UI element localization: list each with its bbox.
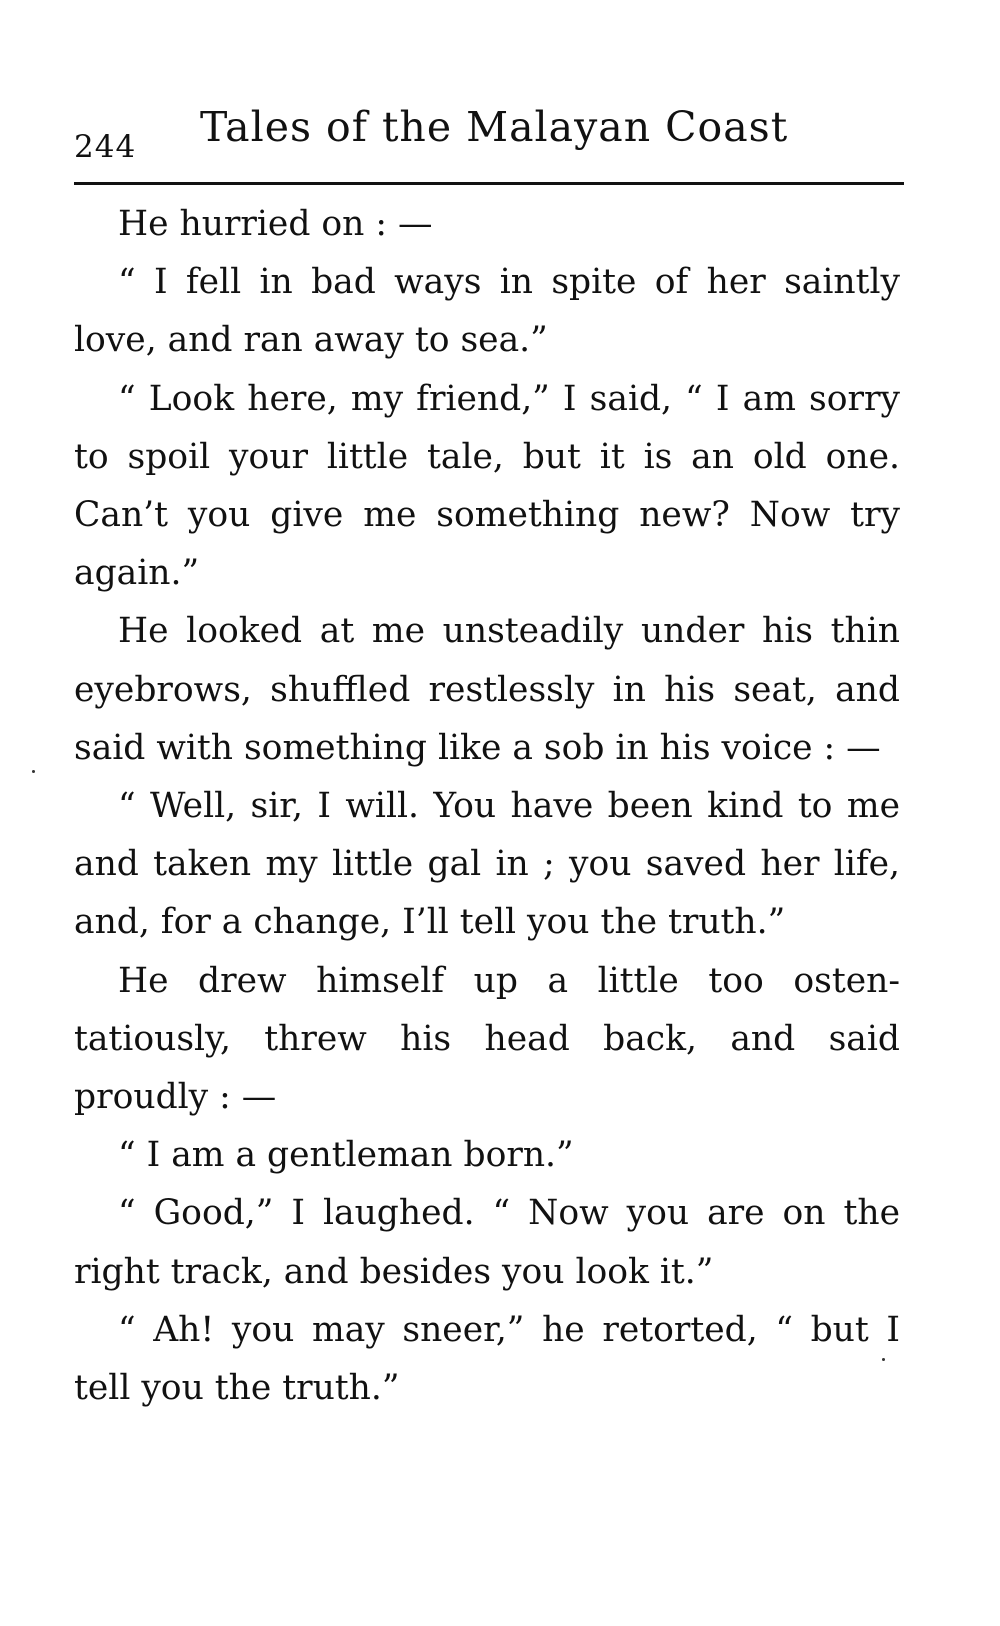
running-title: Tales of the Malayan Coast	[200, 103, 789, 151]
paragraph-6: He drew himself up a little too ostentatiously, threw his head back, and said proudly : —	[74, 960, 900, 1118]
paragraph-4: He looked at me unsteadily under his thin eyebrows, shuffled restlessly in his seat, and said with something like a sob in his voice : —	[74, 611, 900, 768]
margin-speck	[32, 770, 35, 773]
paragraph-1: He hurried on : —	[118, 204, 433, 244]
paragraph-7: “ I am a gentleman born.”	[118, 1135, 574, 1176]
page-header	[74, 103, 904, 163]
margin-speck	[882, 1358, 885, 1361]
paragraph-9: “ Ah! you may sneer,” he retorted, “ but I tell you the truth.”	[74, 1309, 900, 1409]
paragraph-3: “ Look here, my friend,” I said, “ I am sorry to spoil your little tale, but it is an old one. Can’t you give me something new? Now try again.”	[74, 378, 900, 594]
body-text	[74, 195, 900, 1417]
paragraph-8: “ Good,” I laughed. “ Now you are on the right track, and besides you look it.”	[74, 1193, 900, 1292]
header-rule	[74, 182, 904, 185]
paragraph-2: “ I fell in bad ways in spite of her saintly love, and ran away to sea.”	[74, 262, 900, 361]
paragraph-5: “ Well, sir, I will. You have been kind to me and taken my little gal in ; you saved her life, and, for a change, I’ll tell you the truth.”	[74, 786, 900, 943]
page-number: 244	[74, 129, 137, 165]
